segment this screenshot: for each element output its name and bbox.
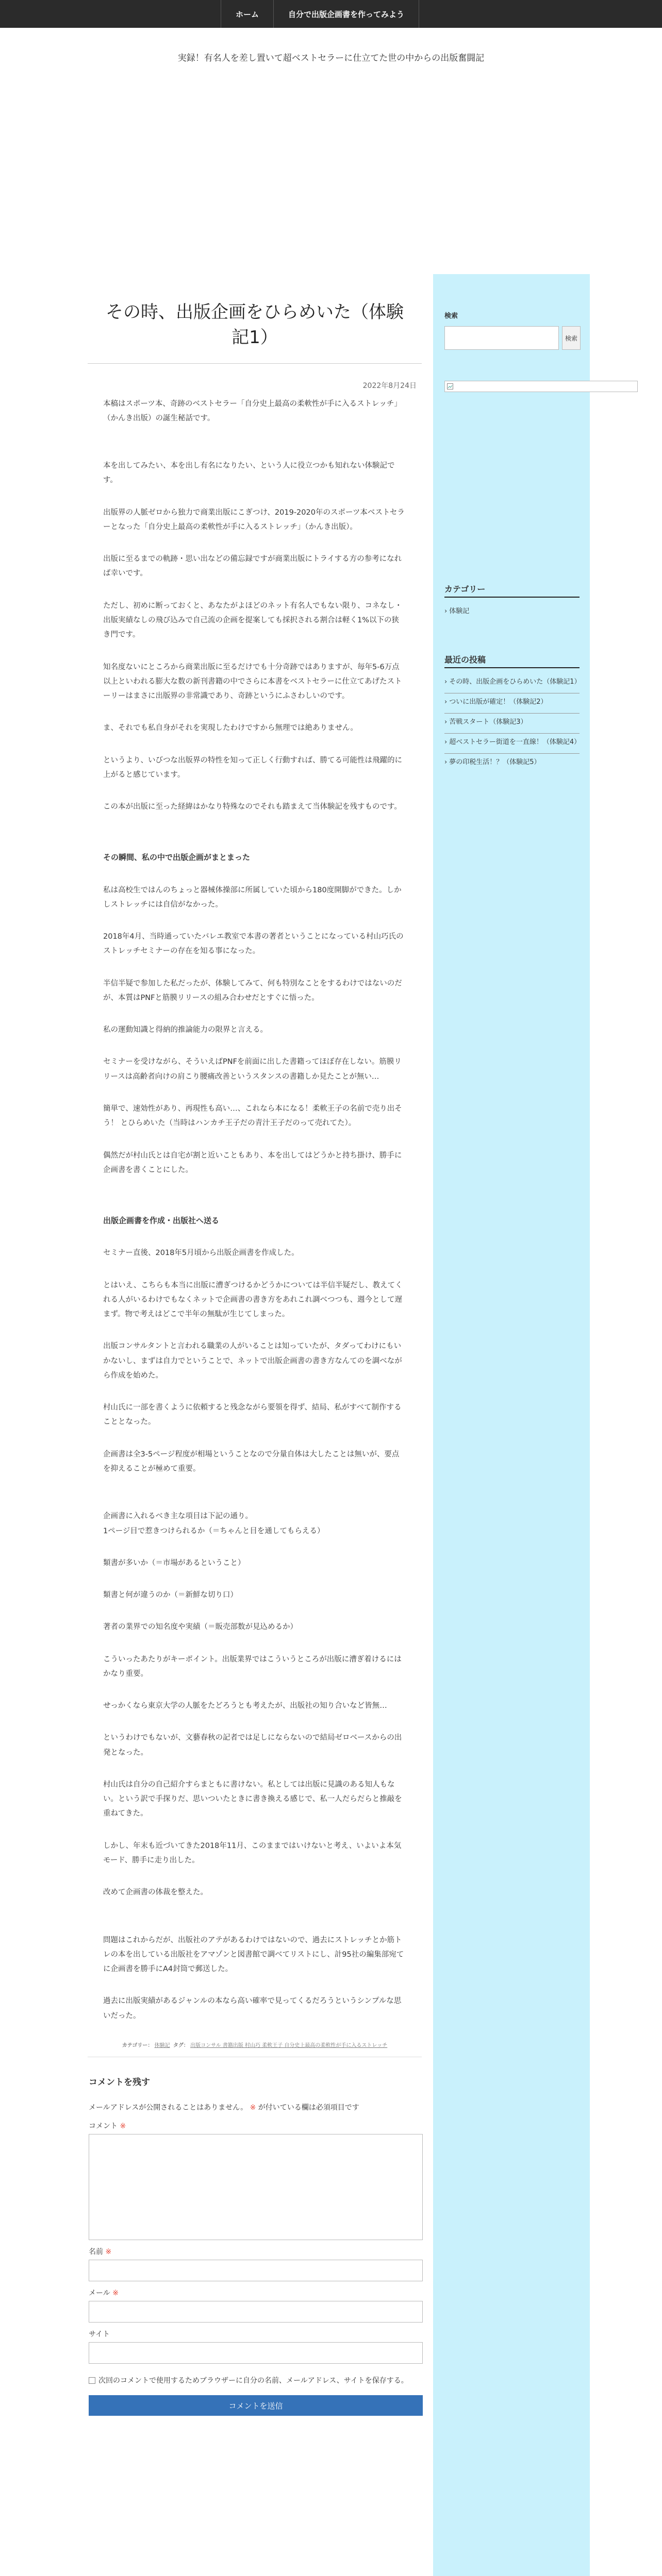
search-form (444, 326, 590, 350)
comment-label: コメント (89, 2122, 118, 2131)
recent-posts-list (444, 673, 580, 773)
post-date: 2022年8月24日 (362, 381, 417, 390)
recent-post-label: 苦戦スタート（体験記3） (449, 718, 527, 726)
paragraph: セミナーを受けながら、そういえばPNFを前面に出した書籍ってほぼ存在しない。筋膜リリースは高齢者向けの肩こり腰痛改善というスタンスの書籍しか見たことが無い… (103, 1058, 402, 1081)
search-label: 検索 (444, 312, 458, 320)
required-notice: が付いている欄は必須項目です (258, 2103, 359, 2112)
paragraph: 私は高校生ではんのちょっと器械体操部に所属していた頃から180度開脚ができた。しかしストレッチには自信がなかった。 (103, 886, 402, 909)
paragraph: 過去に出版実績があるジャンルの本なら高い確率で見ってくるだろうというシンプルな思いだった。 (103, 1997, 402, 2020)
search-button[interactable]: 検索 (562, 326, 581, 350)
post-body (88, 391, 422, 2023)
paragraph: 著者の業界での知名度や実績（＝販売部数が見込めるか） (103, 1623, 297, 1632)
tag-links[interactable]: 出版コンサル 書籍出版 村山巧 柔軟王子 自分史上最高の柔軟性が手に入るストレッチ (190, 2042, 388, 2048)
category-label: カテゴリー： (122, 2042, 153, 2048)
comment-form (88, 2075, 422, 2416)
paragraph: 類書が多いか（＝市場があるということ） (103, 1558, 245, 1567)
email-field[interactable] (89, 2301, 423, 2323)
paragraph: この本が出版に至った経緯はかなり特殊なのでそれも踏まえて当体験記を残すものです。 (103, 803, 402, 811)
paragraph: とはいえ、こちらも本当に出版に漕ぎつけるかどうかについては半信半疑だし、教えてくれる人がいるわけでもなくネットで企画書の書き方をあれこれ調べつつも、週今として遅まず。物で考えはどこで半年の無駄が生じてしまった。 (103, 1281, 403, 1319)
paragraph: 問題はこれからだが、出版社のアテがあるわけではないので、過去にストレッチとか筋トレの本を出している出版社をアマゾンと図書館で調べてリストにし、計95社の編集部宛てに企画書を勝手にA4封筒で郵送した。 (103, 1936, 404, 1974)
recent-post-item[interactable] (444, 734, 580, 754)
site-label: サイト (89, 2330, 110, 2339)
comment-label-row (89, 2121, 421, 2131)
chevron-right-icon: › (444, 718, 448, 726)
title-divider (88, 363, 422, 364)
chevron-right-icon: › (444, 607, 448, 615)
paragraph: こういったあたりがキーポイント。出版業界ではこういうところが出版に漕ぎ着けるにはかなり重要。 (103, 1655, 402, 1678)
required-mark: ※ (112, 2289, 119, 2298)
nav-item-proposal[interactable]: 自分で出版企画書を作ってみよう (288, 9, 405, 19)
categories-heading: カテゴリー (444, 584, 486, 594)
paragraph: 偶然だが村山氏とは自宅が割と近いこともあり、本を出してはどうかと持ち掛け、勝手に企画書を書くことにした。 (103, 1151, 402, 1174)
paragraph: 村山氏は自分の自己紹介すらまともに書けない。私としては出版に見識のある知人もない。という訳で手探りだ、思いついたときに書き換える感じで、私一人だらだらと推敲を重ねてきた。 (103, 1780, 402, 1818)
main-content (88, 289, 422, 2416)
paragraph: ま、それでも私自身がそれを実現したわけですから無理では絶ありません。 (103, 724, 358, 733)
recent-post-item[interactable] (444, 673, 580, 693)
recent-post-label: その時、出版企画をひらめいた（体験記1） (449, 678, 581, 686)
paragraph: 本稿はスポーツ本、奇跡のベストセラー「自分史上最高の柔軟性が手に入るストレッチ」（かんき出版）の誕生秘話です。 (103, 399, 402, 422)
category-item[interactable] (444, 603, 580, 622)
paragraph: 企画書は全3-5ページ程度が相場ということなので分量自体は大したことは無いが、要点を抑えることが極めて重要。 (103, 1450, 400, 1473)
name-label: 名前 (89, 2248, 103, 2257)
paragraph: 出版コンサルタントと言われる職業の人がいることは知っていたが、タダってわけにもいかないし、まずは自力でということで、ネットで出版企画書の書き方なんてのを調べながら作成を始めた。 (103, 1342, 402, 1380)
chevron-right-icon: › (444, 678, 448, 686)
email-label-row (89, 2287, 421, 2298)
paragraph: 知名度ないにところから商業出版に至るだけでも十分奇跡ではありますが、毎年5-6万点以上といわれる膨大な数の新刊書籍の中でさらに本書をベストセラーに仕立てあげたストーリーはまさに出版界の非常識であり、奇跡というにふさわしいのです。 (103, 663, 402, 701)
recent-post-label: ついに出版が確定！（体験記2） (449, 698, 548, 706)
chevron-right-icon: › (444, 698, 448, 706)
required-mark: ※ (120, 2122, 126, 2131)
broken-image-icon (444, 381, 638, 392)
paragraph: 村山氏に一部を書くように依頼すると残念ながら要領を得ず、結局、私がすべて制作することとなった。 (103, 1403, 402, 1427)
name-label-row (89, 2246, 421, 2257)
save-info-label: 次回のコメントで使用するためブラウザーに自分の名前、メールアドレス、サイトを保存する。 (98, 2377, 408, 2385)
paragraph: セミナー直後、2018年5月頃から出版企画書を作成した。 (103, 1249, 299, 1258)
paragraph: ただし、初めに断っておくと、あなたがよほどのネット有名人でもない限り、コネなし・出版実績なしの飛び込みで自己流の企画を提案しても採択される割合は軽く1%以下の狭き門です。 (103, 601, 402, 639)
chevron-right-icon: › (444, 758, 448, 767)
top-navigation (0, 0, 662, 28)
comment-heading: コメントを残す (89, 2077, 150, 2088)
recent-posts-heading: 最近の投稿 (444, 655, 486, 665)
nav-menu (221, 0, 419, 28)
paragraph: 出版に至るまでの軌跡・思い出などの備忘録ですが商業出版にトライする方の参考になれば幸いです。 (103, 555, 402, 578)
category-link[interactable]: 体験記 (154, 2042, 170, 2048)
tags-label: タグ： (173, 2042, 189, 2048)
nav-item-home[interactable]: ホーム (236, 9, 259, 19)
category-list (444, 603, 580, 622)
paragraph: というより、いびつな出版界の特性を知って正しく行動すれば、勝てる可能性は飛躍的に上がると感じています。 (103, 756, 402, 779)
save-info-row (89, 2374, 421, 2388)
recent-post-item[interactable] (444, 693, 580, 714)
heading-rule (444, 597, 580, 598)
comment-textarea[interactable] (89, 2134, 423, 2240)
image-placeholder-icon (447, 383, 453, 389)
submit-comment-button[interactable]: コメントを送信 (89, 2395, 423, 2416)
site-tagline: 実録！有名人を差し置いて超ベストセラーに仕立てた世の中からの出版奮闘記 (177, 53, 485, 63)
sidebar (433, 274, 590, 2576)
paragraph: 企画書に入れるべき主な項目は下記の通り。 1ページ目で惹きつけられるか（＝ちゃんと目を通してもらえる） (103, 1512, 325, 1535)
category-item-label: 体験記 (449, 607, 470, 615)
chevron-right-icon: › (444, 738, 448, 747)
comment-notes (89, 2101, 421, 2115)
paragraph: 本を出してみたい、本を出し有名になりたい、という人に役立つかも知れない体験記です。 (103, 462, 395, 485)
paragraph: 半信半疑で参加した私だったが、体験してみて、何も特別なことをするわけではないのだが、本質はPNFと筋膜リリースの組み合わせだとすぐに悟った。 (103, 979, 402, 1002)
site-field[interactable] (89, 2342, 423, 2364)
search-input[interactable] (444, 326, 559, 350)
paragraph: 私の運動知識と得納的推論能力の限界と言える。 (103, 1026, 268, 1035)
section-heading: その瞬間、私の中で出版企画がまとまった (103, 853, 251, 862)
paragraph: 出版界の人脈ゼロから独力で商業出版にこぎつけ、2019-2020年のスポーツ本ベストセラーとなった「自分史上最高の柔軟性が手に入るストレッチ」（かんき出版）。 (103, 508, 405, 531)
email-label: メール (89, 2289, 110, 2298)
post-title: その時、出版企画をひらめいた（体験記1） (106, 302, 404, 348)
heading-rule (444, 667, 580, 668)
paragraph: 改めて企画書の体裁を整えた。 (103, 1888, 208, 1897)
save-info-checkbox[interactable] (89, 2377, 95, 2384)
recent-post-item[interactable] (444, 754, 580, 773)
paragraph: せっかくなら東京大学の人脈をたどろうとも考えたが、出版社の知り合いなど皆無… (103, 1702, 387, 1710)
recent-post-label: 夢の印税生活！？（体験記5） (449, 758, 541, 767)
recent-post-label: 超ベストセラー街道を一直線！（体験記4） (449, 738, 581, 747)
section-heading: 出版企画書を作成・出版社へ送る (103, 1216, 220, 1226)
email-notice: メールアドレスが公開されることはありません。 (89, 2103, 248, 2112)
name-field[interactable] (89, 2260, 423, 2281)
paragraph: 類書と何が違うのか（＝新鮮な切り口） (103, 1591, 238, 1600)
recent-post-item[interactable] (444, 714, 580, 734)
required-mark: ※ (105, 2248, 112, 2257)
paragraph: しかし、年末も近づいてきた2018年11月、このままではいけないと考え、いよいよ本気モード、勝手に走り出した。 (103, 1841, 402, 1865)
paragraph: というわけでもないが、文藝春秋の記者では足しにならないので結局ゼロベースからの出発となった。 (103, 1734, 402, 1757)
paragraph: 2018年4月、当時通っていたバレエ教室で本書の著者ということになっている村山巧氏のストレッチセミナーの存在を知る事になった。 (103, 933, 404, 956)
post-meta (103, 2041, 406, 2048)
paragraph: 簡単で、速効性があり、再現性も高い…、これなら本になる！柔軟王子の名前で売り出そう！ とひらめいた（当時はハンカチ王子だの青汁王子だのって売れてた）。 (103, 1105, 402, 1128)
required-mark: ※ (250, 2103, 256, 2112)
